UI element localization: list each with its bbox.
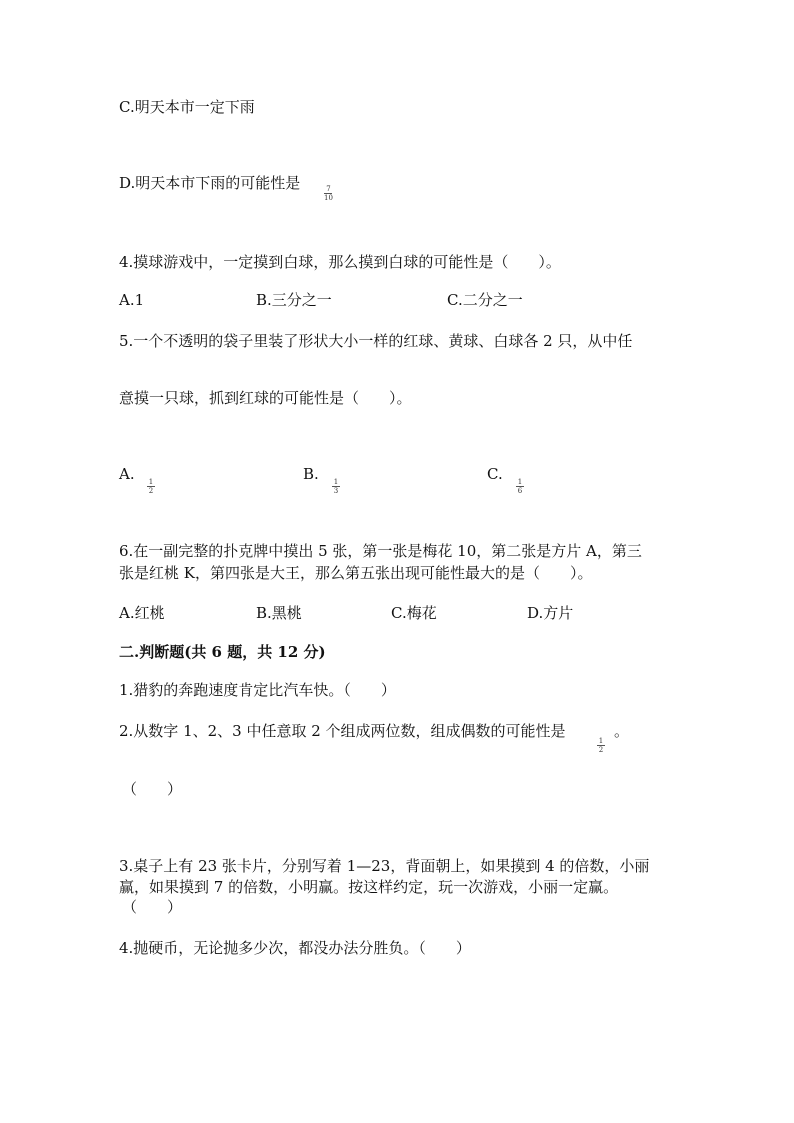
judge-q3-line2: 赢，如果摸到 7 的倍数，小明赢。按这样约定，玩一次游戏，小丽一定赢。: [119, 878, 619, 896]
q5-option-a-fraction: [147, 478, 155, 495]
judge-q1: 1.猎豹的奔跑速度肯定比汽车快。（ ）: [119, 681, 396, 699]
fraction-numerator: 7: [326, 185, 331, 193]
fraction-denominator: 2: [598, 746, 604, 754]
q5-option-b-fraction: [332, 478, 340, 495]
q6-option-a: A.红桃: [119, 604, 165, 622]
section2-title: 二.判断题(共 6 题，共 12 分): [119, 643, 326, 661]
judge-q2-end: 。: [614, 722, 630, 740]
fraction-numerator: 1: [517, 478, 523, 486]
fraction-numerator: 1: [148, 478, 154, 486]
q5-option-c-fraction: [516, 478, 524, 495]
fraction-numerator: 1: [598, 737, 604, 745]
judge-q2-answer-blank: （ ）: [122, 780, 183, 798]
q5-stem-line2: 意摸一只球，抓到红球的可能性是（ ）。: [119, 389, 412, 407]
fraction-denominator: 6: [517, 487, 523, 495]
fraction-numerator: 1: [333, 478, 339, 486]
judge-q3-line1: 3.桌子上有 23 张卡片，分别写着 1—23，背面朝上，如果摸到 4 的倍数，小丽: [119, 857, 650, 875]
q5-option-c-label: C.: [487, 465, 503, 483]
fraction-denominator: 10: [324, 194, 333, 202]
q6-option-b: B.黑桃: [256, 604, 302, 622]
q6-option-c: C.梅花: [391, 604, 437, 622]
q5-option-a-label: A.: [119, 465, 135, 483]
fraction-denominator: 3: [333, 487, 339, 495]
q4-stem: 4.摸球游戏中，一定摸到白球，那么摸到白球的可能性是（ ）。: [119, 253, 561, 271]
q5-option-b-label: B.: [303, 465, 319, 483]
judge-q3-answer-blank: （ ）: [122, 898, 183, 916]
q3-option-d: D.明天本市下雨的可能性是: [119, 174, 301, 192]
fraction-denominator: 2: [148, 487, 154, 495]
q6-option-d: D.方片: [527, 604, 574, 622]
q6-stem-line1: 6.在一副完整的扑克牌中摸出 5 张，第一张是梅花 10，第二张是方片 A，第三: [119, 542, 642, 560]
q4-option-c: C.二分之一: [447, 291, 523, 309]
q6-stem-line2: 张是红桃 K，第四张是大王，那么第五张出现可能性最大的是（ ）。: [119, 564, 593, 582]
judge-q4: 4.抛硬币，无论抛多少次，都没办法分胜负。（ ）: [119, 939, 471, 957]
judge-q2-fraction: [597, 737, 605, 754]
q3-option-d-fraction: [324, 185, 333, 202]
judge-q2: 2.从数字 1、2、3 中任意取 2 个组成两位数，组成偶数的可能性是: [119, 722, 566, 740]
q4-option-a: A.1: [119, 291, 145, 309]
q4-option-b: B.三分之一: [256, 291, 332, 309]
q3-option-c: C.明天本市一定下雨: [119, 98, 255, 116]
q5-stem-line1: 5.一个不透明的袋子里装了形状大小一样的红球、黄球、白球各 2 只，从中任: [119, 332, 633, 350]
